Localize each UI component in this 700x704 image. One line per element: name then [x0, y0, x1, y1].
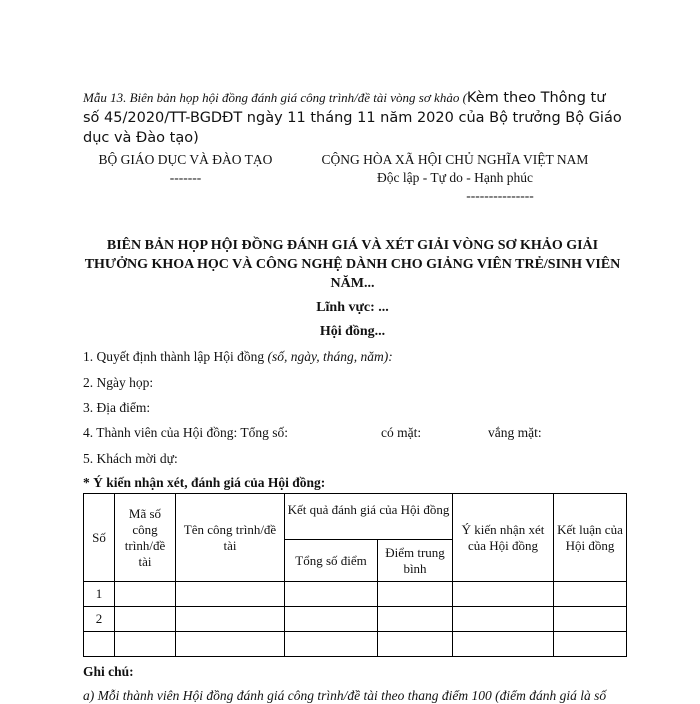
- intro-italic: Mẫu 13. Biên bản họp hội đồng đánh giá công trình/đề tài vòng sơ khảo (: [83, 90, 467, 105]
- intro-normal: Kèm theo Thông tư số 45/2020/TT-BGDĐT ngày 11 tháng 11 năm 2020 của Bộ trưởng Bộ Giáo dục và Đào tạo): [83, 90, 622, 146]
- col-header-code: Mã số công trình/đề tài: [115, 494, 176, 582]
- opinion-heading: * Ý kiến nhận xét, đánh giá của Hội đồng:: [83, 475, 326, 490]
- ministry-rule: -------: [169, 170, 202, 185]
- country-motto: Độc lập - Tự do - Hạnh phúc: [377, 170, 533, 185]
- item-4-present: có mặt:: [381, 425, 422, 440]
- col-header-avg: Điểm trung bình: [378, 540, 453, 582]
- table-row: [84, 582, 627, 607]
- template-intro: [83, 88, 623, 148]
- field-line: Lĩnh vực: ...: [316, 300, 389, 315]
- ministry-name: BỘ GIÁO DỤC VÀ ĐÀO TẠO: [98, 152, 273, 167]
- country-rule: ---------------: [466, 188, 534, 203]
- item-4: [83, 425, 603, 441]
- country-name: CỘNG HÒA XÃ HỘI CHỦ NGHĨA VIỆT NAM: [321, 152, 589, 167]
- item-3: 3. Địa điểm:: [83, 400, 151, 415]
- col-header-name: Tên công trình/đề tài: [176, 494, 285, 582]
- notes-line-a: a) Mỗi thành viên Hội đồng đánh giá công trình/đề tài theo thang điểm 100 (điểm đánh giá là số: [83, 688, 607, 703]
- item-4-label: 4. Thành viên của Hội đồng: Tổng số:: [83, 425, 288, 440]
- row-number: [84, 632, 115, 657]
- col-header-conclusion: Kết luận của Hội đồng: [554, 494, 627, 582]
- row-number: 2: [84, 607, 115, 632]
- council-line: Hội đồng...: [319, 324, 386, 339]
- item-5: 5. Khách mời dự:: [83, 451, 178, 466]
- document-title: [80, 236, 625, 293]
- row-number: 1: [84, 582, 115, 607]
- title-line-2: THƯỞNG KHOA HỌC VÀ CÔNG NGHỆ DÀNH CHO GIẢNG VIÊN TRẺ/SINH VIÊN: [84, 257, 621, 272]
- evaluation-table: [83, 493, 627, 657]
- notes-heading: Ghi chú:: [83, 664, 134, 679]
- col-header-total: Tổng số điểm: [285, 540, 378, 582]
- country-header: [300, 152, 610, 204]
- ministry-header: [83, 152, 288, 186]
- title-line-3: NĂM...: [330, 276, 375, 291]
- item-1: [83, 349, 393, 365]
- item-4-absent: vắng mặt:: [488, 425, 542, 440]
- col-header-no: Số: [84, 494, 115, 582]
- table-row: [84, 607, 627, 632]
- col-header-result: Kết quả đánh giá của Hội đồng: [285, 494, 453, 540]
- table-row: [84, 632, 627, 657]
- title-line-1: BIÊN BẢN HỌP HỘI ĐỒNG ĐÁNH GIÁ VÀ XÉT GIẢI VÒNG SƠ KHẢO GIẢI: [106, 238, 599, 253]
- col-header-opinion: Ý kiến nhận xét của Hội đồng: [453, 494, 554, 582]
- item-1-label: 1. Quyết định thành lập Hội đồng: [83, 349, 268, 364]
- item-2: 2. Ngày họp:: [83, 375, 154, 390]
- item-1-italic: (số, ngày, tháng, năm):: [267, 349, 393, 364]
